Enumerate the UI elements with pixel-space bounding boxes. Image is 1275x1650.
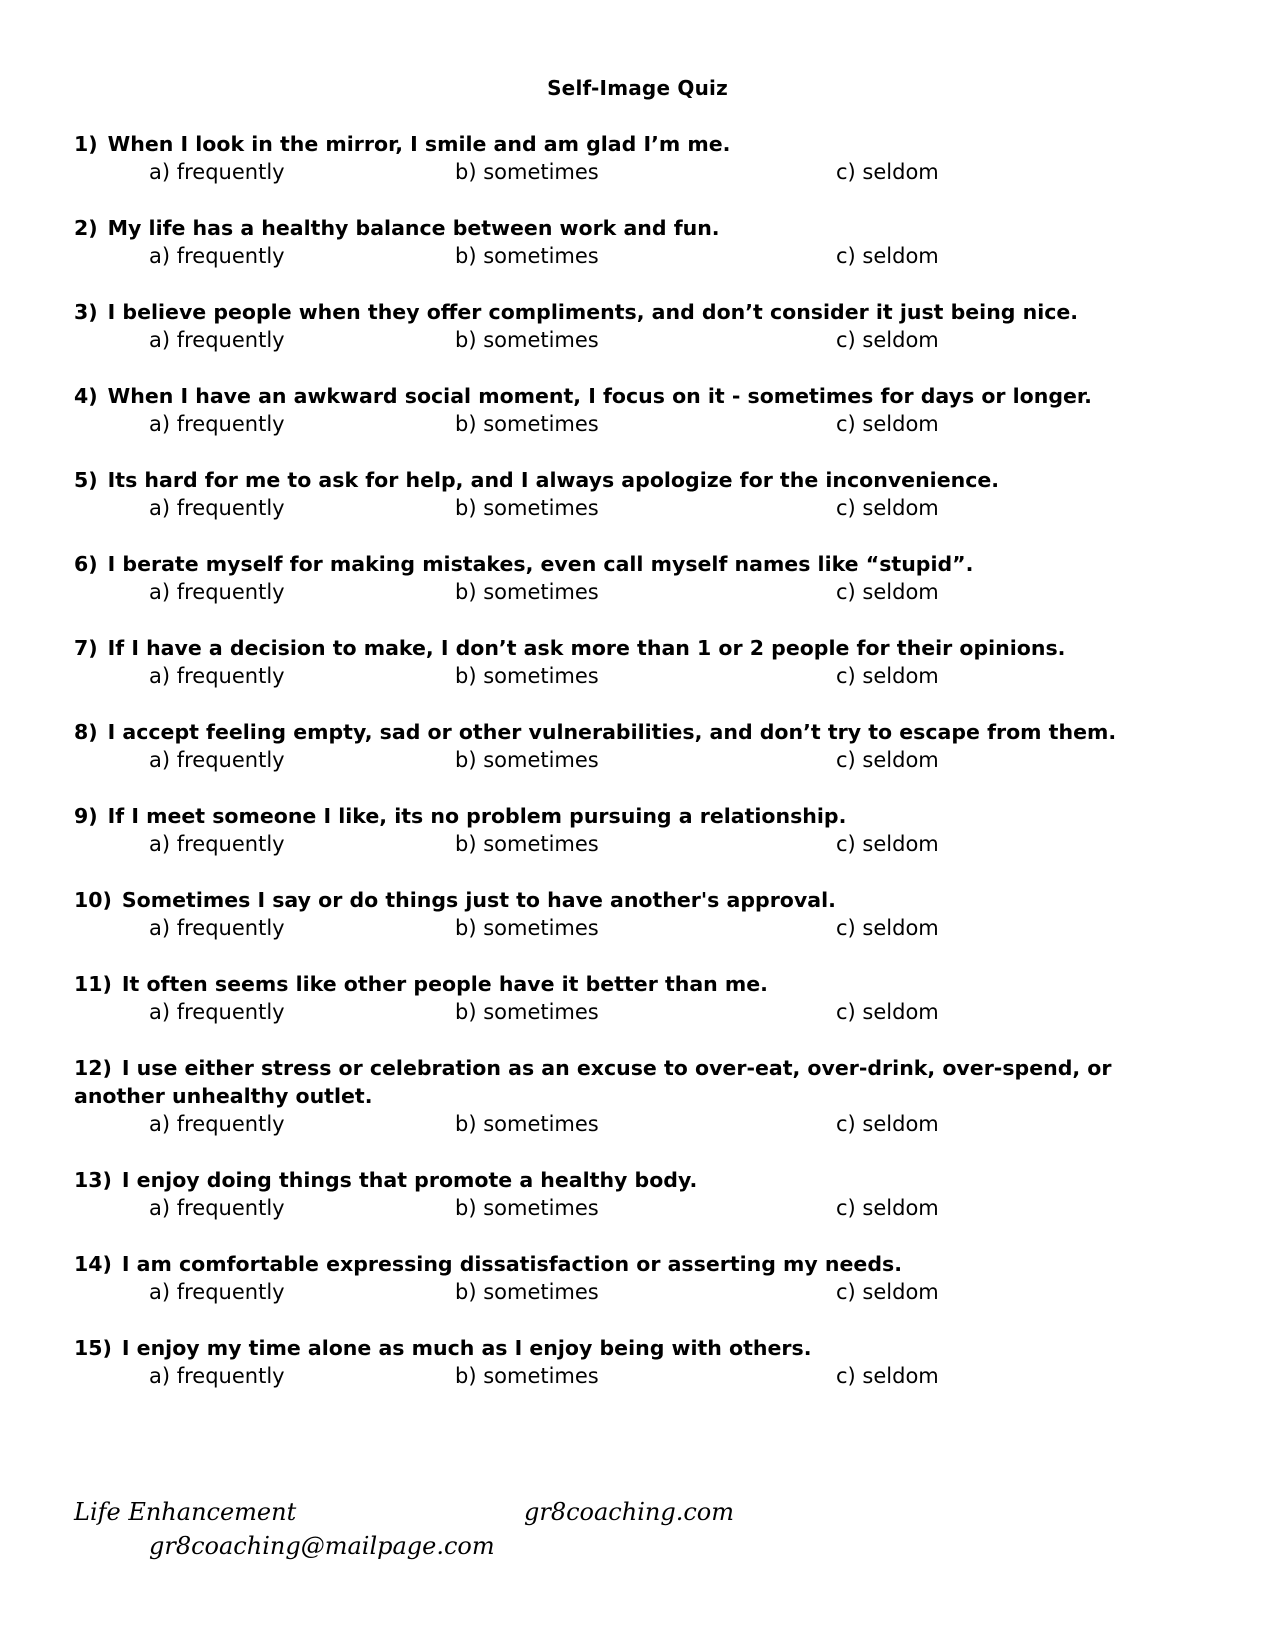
option-sometimes[interactable]: b) sometimes [455,1364,599,1388]
quiz-question [74,214,1194,270]
option-sometimes[interactable]: b) sometimes [455,664,599,688]
question-statement: If I meet someone I like, its no problem pursuing a relationship. [107,804,847,828]
option-seldom[interactable]: c) seldom [836,748,939,772]
option-sometimes[interactable]: b) sometimes [455,1280,599,1304]
option-frequently[interactable]: a) frequently [149,412,285,436]
question-number: 4) [74,384,98,408]
option-seldom[interactable]: c) seldom [836,160,939,184]
answer-options [74,410,1194,438]
answer-options [74,242,1194,270]
question-number: 14) [74,1252,112,1276]
question-number: 7) [74,636,98,660]
footer-organization: Life Enhancement [74,1498,297,1526]
option-seldom[interactable]: c) seldom [836,1000,939,1024]
option-frequently[interactable]: a) frequently [149,160,285,184]
question-statement: When I look in the mirror, I smile and am glad I’m me. [107,132,731,156]
option-sometimes[interactable]: b) sometimes [455,1196,599,1220]
question-text [74,886,1194,914]
option-frequently[interactable]: a) frequently [149,496,285,520]
option-seldom[interactable]: c) seldom [836,1112,939,1136]
question-text [74,1334,1194,1362]
question-number: 2) [74,216,98,240]
option-frequently[interactable]: a) frequently [149,328,285,352]
quiz-question [74,1166,1194,1222]
option-seldom[interactable]: c) seldom [836,664,939,688]
option-sometimes[interactable]: b) sometimes [455,580,599,604]
quiz-question [74,550,1194,606]
option-seldom[interactable]: c) seldom [836,1280,939,1304]
question-number: 10) [74,888,112,912]
answer-options [74,998,1194,1026]
question-statement: I am comfortable expressing dissatisfaction or asserting my needs. [121,1252,902,1276]
option-frequently[interactable]: a) frequently [149,748,285,772]
answer-options [74,1362,1194,1390]
footer-email-link[interactable]: gr8coaching@mailpage.com [149,1532,495,1560]
option-frequently[interactable]: a) frequently [149,1196,285,1220]
quiz-question [74,1250,1194,1306]
option-frequently[interactable]: a) frequently [149,832,285,856]
question-text [74,634,1194,662]
answer-options [74,914,1194,942]
question-text [74,130,1194,158]
question-statement: My life has a healthy balance between work and fun. [107,216,720,240]
question-text [74,1054,1194,1110]
question-text [74,298,1194,326]
answer-options [74,746,1194,774]
option-frequently[interactable]: a) frequently [149,244,285,268]
question-statement: I berate myself for making mistakes, even call myself names like “stupid”. [107,552,974,576]
question-number: 6) [74,552,98,576]
quiz-list [74,130,1194,1418]
answer-options [74,578,1194,606]
option-sometimes[interactable]: b) sometimes [455,916,599,940]
option-seldom[interactable]: c) seldom [836,244,939,268]
option-sometimes[interactable]: b) sometimes [455,1112,599,1136]
question-statement: I enjoy doing things that promote a healthy body. [121,1168,698,1192]
quiz-question [74,886,1194,942]
option-frequently[interactable]: a) frequently [149,664,285,688]
answer-options [74,830,1194,858]
question-statement: I accept feeling empty, sad or other vulnerabilities, and don’t try to escape from them. [107,720,1117,744]
option-frequently[interactable]: a) frequently [149,1112,285,1136]
quiz-question [74,718,1194,774]
quiz-question [74,970,1194,1026]
quiz-question [74,382,1194,438]
question-statement: If I have a decision to make, I don’t ask more than 1 or 2 people for their opinions. [107,636,1066,660]
question-number: 15) [74,1336,112,1360]
option-sometimes[interactable]: b) sometimes [455,412,599,436]
question-number: 5) [74,468,98,492]
question-statement: Its hard for me to ask for help, and I always apologize for the inconvenience. [107,468,1000,492]
option-frequently[interactable]: a) frequently [149,1364,285,1388]
option-sometimes[interactable]: b) sometimes [455,244,599,268]
quiz-question [74,1334,1194,1390]
answer-options [74,662,1194,690]
option-frequently[interactable]: a) frequently [149,1000,285,1024]
quiz-question [74,466,1194,522]
option-frequently[interactable]: a) frequently [149,580,285,604]
question-statement: I use either stress or celebration as an excuse to over-eat, over-drink, over-spend, or another unhealthy outlet. [74,1056,1112,1108]
option-sometimes[interactable]: b) sometimes [455,748,599,772]
option-frequently[interactable]: a) frequently [149,1280,285,1304]
answer-options [74,1278,1194,1306]
option-seldom[interactable]: c) seldom [836,1364,939,1388]
page-title: Self-Image Quiz [547,76,728,100]
question-statement: I enjoy my time alone as much as I enjoy being with others. [121,1336,812,1360]
option-sometimes[interactable]: b) sometimes [455,160,599,184]
question-statement: When I have an awkward social moment, I focus on it - sometimes for days or longer. [107,384,1092,408]
quiz-question [74,634,1194,690]
question-number: 8) [74,720,98,744]
answer-options [74,494,1194,522]
question-number: 11) [74,972,112,996]
option-seldom[interactable]: c) seldom [836,832,939,856]
question-text [74,970,1194,998]
question-text [74,1250,1194,1278]
question-text [74,382,1194,410]
quiz-question [74,130,1194,186]
question-statement: It often seems like other people have it better than me. [121,972,768,996]
option-seldom[interactable]: c) seldom [836,1196,939,1220]
question-number: 9) [74,804,98,828]
answer-options [74,158,1194,186]
option-sometimes[interactable]: b) sometimes [455,328,599,352]
question-number: 13) [74,1168,112,1192]
question-text [74,718,1194,746]
answer-options [74,1110,1194,1138]
option-sometimes[interactable]: b) sometimes [455,1000,599,1024]
question-text [74,1166,1194,1194]
question-text [74,466,1194,494]
option-sometimes[interactable]: b) sometimes [455,832,599,856]
question-text [74,550,1194,578]
option-seldom[interactable]: c) seldom [836,496,939,520]
option-frequently[interactable]: a) frequently [149,916,285,940]
option-seldom[interactable]: c) seldom [836,328,939,352]
question-statement: Sometimes I say or do things just to have another's approval. [121,888,836,912]
option-seldom[interactable]: c) seldom [836,580,939,604]
footer-website-link[interactable]: gr8coaching.com [524,1498,734,1526]
quiz-question [74,1054,1194,1138]
question-text [74,802,1194,830]
quiz-question [74,802,1194,858]
question-number: 1) [74,132,98,156]
option-seldom[interactable]: c) seldom [836,412,939,436]
question-statement: I believe people when they offer compliments, and don’t consider it just being nice. [107,300,1079,324]
answer-options [74,326,1194,354]
answer-options [74,1194,1194,1222]
question-text [74,214,1194,242]
option-seldom[interactable]: c) seldom [836,916,939,940]
option-sometimes[interactable]: b) sometimes [455,496,599,520]
quiz-question [74,298,1194,354]
question-number: 3) [74,300,98,324]
question-number: 12) [74,1056,112,1080]
